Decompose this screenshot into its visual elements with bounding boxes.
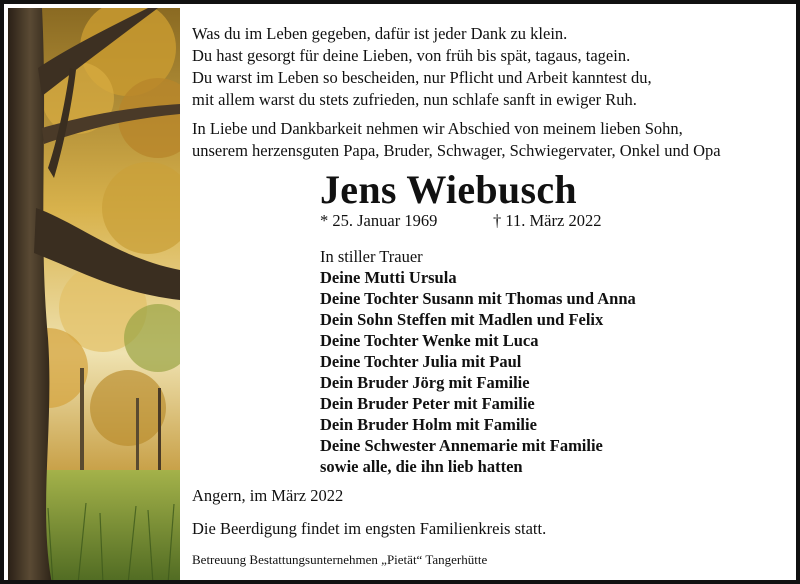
place-and-date: Angern, im März 2022 xyxy=(192,486,344,505)
poem-line: Du warst im Leben so bescheiden, nur Pflicht und Arbeit kanntest du, xyxy=(192,68,652,87)
death-date: † 11. März 2022 xyxy=(493,211,602,230)
memorial-poem xyxy=(192,23,792,111)
mourner-line: Deine Schwester Annemarie mit Familie xyxy=(320,436,603,455)
mourner-line: Dein Sohn Steffen mit Madlen und Felix xyxy=(320,310,604,329)
farewell-intro xyxy=(192,118,792,162)
mourners-list xyxy=(320,246,780,477)
mourner-line: Deine Tochter Wenke mit Luca xyxy=(320,331,539,350)
mourner-line: sowie alle, die ihn lieb hatten xyxy=(320,457,523,476)
mourner-line: Dein Bruder Jörg mit Familie xyxy=(320,373,530,392)
mourner-line: Deine Mutti Ursula xyxy=(320,268,457,287)
mourner-line: Deine Tochter Julia mit Paul xyxy=(320,352,522,371)
autumn-tree-photo xyxy=(8,8,180,584)
poem-line: Was du im Leben gegeben, dafür ist jeder Dank zu klein. xyxy=(192,24,568,43)
mourner-line: Deine Tochter Susann mit Thomas und Anna xyxy=(320,289,636,308)
funeral-note: Die Beerdigung findet im engsten Familienkreis statt. xyxy=(192,519,547,538)
poem-line: mit allem warst du stets zufrieden, nun schlafe sanft in ewiger Ruh. xyxy=(192,90,637,109)
mourning-heading: In stiller Trauer xyxy=(320,247,423,266)
poem-line: Du hast gesorgt für deine Lieben, von früh bis spät, tagaus, tagein. xyxy=(192,46,631,65)
birth-date: * 25. Januar 1969 xyxy=(320,211,438,230)
mourner-line: Dein Bruder Holm mit Familie xyxy=(320,415,537,434)
intro-line: unserem herzensguten Papa, Bruder, Schwager, Schwiegervater, Onkel und Opa xyxy=(192,141,721,160)
intro-line: In Liebe und Dankbarkeit nehmen wir Abschied von meinem lieben Sohn, xyxy=(192,119,683,138)
mourner-line: Dein Bruder Peter mit Familie xyxy=(320,394,535,413)
undertaker-credit: Betreuung Bestattungsunternehmen „Pietät“ Tangerhütte xyxy=(192,552,488,567)
deceased-name: Jens Wiebusch xyxy=(320,167,577,212)
